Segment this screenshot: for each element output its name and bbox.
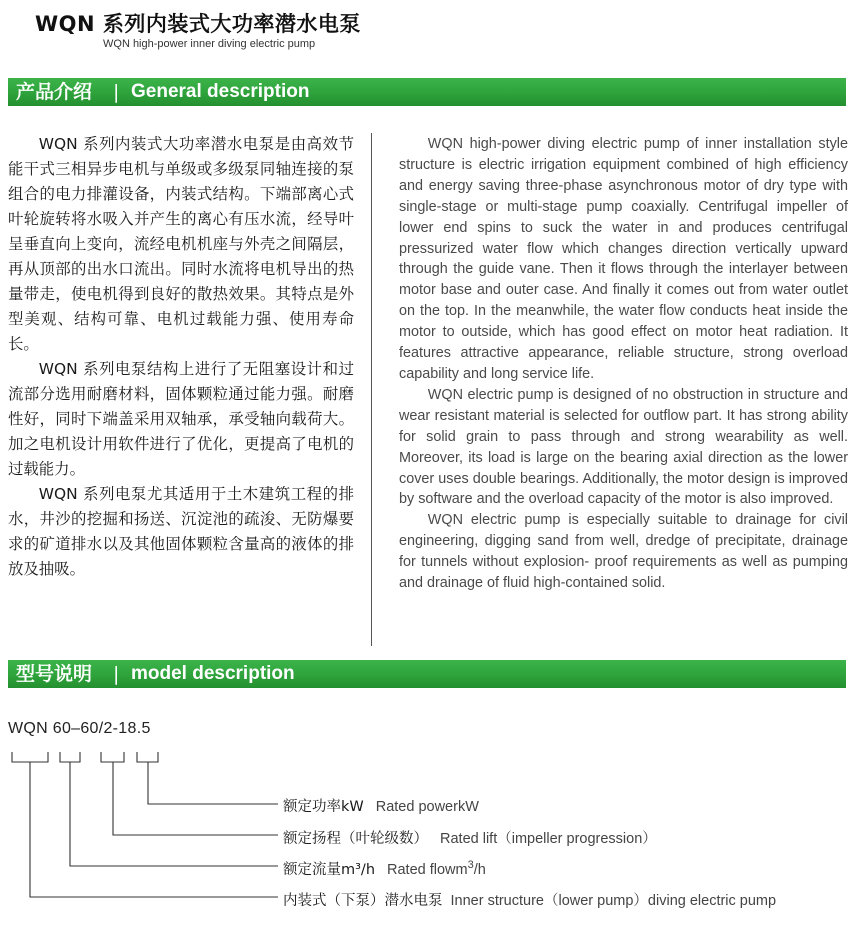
legend-en: Rated lift（impeller progression） xyxy=(440,831,657,847)
legend-cn: 额定扬程（叶轮级数） xyxy=(283,831,428,847)
legend-cn: 内装式（下泵）潜水电泵 xyxy=(283,893,443,909)
header-separator: | xyxy=(113,663,120,685)
legend-en: Inner structure（lower pump）diving electric pump xyxy=(450,893,777,909)
legend-cn: 额定功率kW xyxy=(283,799,364,815)
en-paragraph: WQN electric pump is designed of no obstruction in structure and wear resistant material is selected for outflow part. It has strong ability for solid grain to pass through and strong wearability as well. Moreover, its load is large on the bearing axial direction as the lower cover uses double bearings. Additionally, the motor design is improved by software and the overload capacity of the motor is also improved. xyxy=(399,386,848,508)
legend-cn: 额定流量m³/h xyxy=(283,862,376,878)
legend-en-suffix: /h xyxy=(473,862,486,878)
legend-rated-flow xyxy=(283,858,486,879)
page-subtitle: WQN high-power inner diving electric pump xyxy=(103,38,316,50)
general-description-cn-label: 产品介绍 xyxy=(16,81,93,103)
callout-line-flow xyxy=(60,752,278,866)
legend-en-superscript: 3 xyxy=(467,859,474,872)
legend-en-prefix: Rated flowm xyxy=(387,862,468,878)
en-paragraph: WQN high-power diving electric pump of inner installation style structure is electric irrigation equipment combined of high efficiency and energy saving three-phase asynchronous motor of dry type with single-stage or multi-stage pump coaxially. Centrifugal impeller of lower end spins to suck the water in and produces centrifugal pressurized water flow which changes direction vertically upward through the guide vane. Then it flows through the interlayer between motor base and outer case. And finally it comes out from water outlet on the top. In the meanwhile, the water flow conducts heat inside the motor to outside, which has good effect on motor heat radiation. It features attractive appearance, reliable structure, strong overload capability and long service life. xyxy=(399,136,848,382)
cn-paragraph: WQN 系列电泵结构上进行了无阻塞设计和过流部分选用耐磨材料，固体颗粒通过能力强。耐磨性好，同时下端盖采用双轴承，承受轴向载荷大。加之电机设计用软件进行了优化，更提高了电机的过载能力。 xyxy=(8,360,354,478)
cn-paragraph: WQN 系列电泵尤其适用于土木建筑工程的排水，井沙的挖掘和扬送、沉淀池的疏浚、无防爆要求的矿道排水以及其他固体颗粒含量高的液体的排放及抽吸。 xyxy=(8,485,354,578)
model-code: WQN 60–60/2-18.5 xyxy=(8,720,151,737)
callout-line-lift xyxy=(101,752,278,835)
cn-paragraph: WQN 系列内装式大功率潜水电泵是由高效节能干式三相异步电机与单级或多级泵同轴连接的泵组合的电力排灌设备，内装式结构。下端部离心式叶轮旋转将水吸入并产生的离心有压水流，经导叶呈垂直向上变向，流经电机机座与外壳之间隔层，再从顶部的出水口流出。同时水流将电机导出的热量带走，使电机得到良好的散热效果。其特点是外型美观、结构可靠、电机过载能力强、使用寿命长。 xyxy=(8,135,354,353)
legend-en xyxy=(387,859,486,878)
callout-line-type xyxy=(12,752,278,897)
page-title: WQN 系列内装式大功率潜水电泵 xyxy=(35,12,361,36)
model-description-cn-label: 型号说明 xyxy=(16,663,93,685)
legend-en: Rated powerkW xyxy=(375,799,479,815)
en-paragraph: WQN electric pump is especially suitable to drainage for civil engineering, digging sand from well, dredge of precipitate, drainage for tunnels without explosion- proof requirements as well as pumping and drainage of fluid high-contained solid. xyxy=(399,512,848,592)
header-separator: | xyxy=(113,81,120,103)
general-description-en-label: General description xyxy=(131,81,310,102)
legend-pump-type xyxy=(283,889,776,910)
legend-rated-power xyxy=(283,795,479,816)
model-description-en-label: model description xyxy=(131,663,295,684)
legend-rated-lift xyxy=(283,827,657,848)
